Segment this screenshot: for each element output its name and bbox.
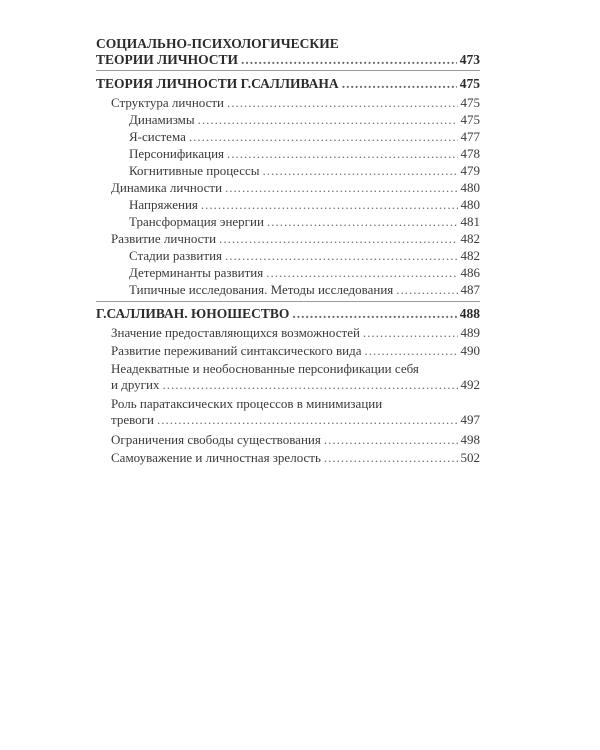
toc-entry[interactable] <box>129 282 480 298</box>
toc-entry-title-line: и других <box>111 377 160 392</box>
toc-entry-title: Значение предоставляющихся возможностей <box>111 325 360 340</box>
dot-leader <box>363 325 458 341</box>
dot-leader <box>342 76 457 92</box>
dot-leader <box>225 180 457 196</box>
dot-leader <box>227 146 457 162</box>
dot-leader <box>225 248 457 264</box>
toc-page-number: 475 <box>459 76 480 91</box>
dot-leader <box>365 343 458 359</box>
toc-entry-title-line: Роль паратаксических процессов в минимизации <box>111 396 383 411</box>
toc-entry[interactable] <box>129 146 480 162</box>
dot-leader <box>292 306 456 322</box>
toc-entry-title: Ограничения свободы существования <box>111 432 321 447</box>
toc-entry[interactable] <box>111 361 480 393</box>
separator-line <box>96 70 480 71</box>
toc-entry[interactable] <box>129 112 480 128</box>
toc-page-number: 480 <box>460 197 480 212</box>
dot-leader <box>324 432 458 448</box>
toc-entry-title: Развитие личности <box>111 231 217 246</box>
toc-heading-title: Г.САЛЛИВАН. ЮНОШЕСТВО <box>96 306 290 321</box>
toc-entry[interactable] <box>129 129 480 145</box>
toc-entry-title-line: Неадекватные и необоснованные персонификации себя <box>111 361 419 376</box>
toc-heading-sullivan-theory[interactable] <box>96 76 480 92</box>
toc-entry[interactable] <box>111 343 480 359</box>
dot-leader <box>263 163 458 179</box>
toc-entry[interactable] <box>111 450 480 466</box>
toc-page-number: 487 <box>460 282 480 297</box>
toc-page-number: 490 <box>460 343 480 358</box>
toc-page-number: 482 <box>460 231 480 246</box>
toc-heading-sullivan-youth[interactable] <box>96 306 480 322</box>
toc-entry-title: Трансформация энергии <box>129 214 264 229</box>
toc-entry[interactable] <box>129 197 480 213</box>
dot-leader <box>267 214 458 230</box>
dot-leader <box>189 129 458 145</box>
dot-leader <box>266 265 457 281</box>
toc-entry[interactable] <box>129 248 480 264</box>
toc-page-number: 489 <box>460 325 480 340</box>
toc-entry-title: Напряжения <box>129 197 198 212</box>
toc-entry[interactable] <box>111 95 480 111</box>
toc-page-number: 488 <box>459 306 480 321</box>
dot-leader <box>201 197 458 213</box>
toc-entry-title: Стадии развития <box>129 248 223 263</box>
toc-entry[interactable] <box>111 180 480 196</box>
toc-entry-title: Динамика личности <box>111 180 223 195</box>
toc-page-number: 475 <box>460 95 480 110</box>
toc-page-number: 502 <box>460 450 480 465</box>
toc-entry-title: Типичные исследования. Методы исследования <box>129 282 394 297</box>
toc-page-number: 480 <box>460 180 480 195</box>
toc-entry[interactable] <box>129 214 480 230</box>
toc-entry-title-line: тревоги <box>111 412 154 427</box>
toc-page-number: 475 <box>460 112 480 127</box>
toc-heading-line: СОЦИАЛЬНО-ПСИХОЛОГИЧЕСКИЕ <box>96 36 339 51</box>
toc-entry[interactable] <box>111 396 480 428</box>
toc-page-number: 497 <box>460 412 480 427</box>
toc-page-number: 482 <box>460 248 480 263</box>
dot-leader <box>241 52 457 68</box>
toc-entry[interactable] <box>111 325 480 341</box>
toc-entry-title: Структура личности <box>111 95 225 110</box>
toc-page-number: 486 <box>460 265 480 280</box>
toc-entry[interactable] <box>111 432 480 448</box>
toc-entry-title: Динамизмы <box>129 112 195 127</box>
toc-entry-title: Персонификация <box>129 146 225 161</box>
toc-heading-line: ТЕОРИИ ЛИЧНОСТИ <box>96 52 239 67</box>
dot-leader <box>198 112 458 128</box>
toc-page-number: 478 <box>460 146 480 161</box>
toc-entry-title: Я-система <box>129 129 186 144</box>
toc-entry[interactable] <box>129 265 480 281</box>
toc-page-number: 481 <box>460 214 480 229</box>
dot-leader <box>157 412 458 428</box>
dot-leader <box>324 450 458 466</box>
dot-leader <box>227 95 457 111</box>
toc-entry-title: Самоуважение и личностная зрелость <box>111 450 321 465</box>
toc-page-number: 498 <box>460 432 480 447</box>
toc-page-number: 479 <box>460 163 480 178</box>
toc-heading-title: ТЕОРИЯ ЛИЧНОСТИ Г.САЛЛИВАНА <box>96 76 339 91</box>
toc-entry[interactable] <box>111 231 480 247</box>
toc-page-number: 473 <box>459 52 480 67</box>
toc-page-number: 477 <box>460 129 480 144</box>
toc-entry-title: Детерминанты развития <box>129 265 264 280</box>
separator-line <box>96 301 480 302</box>
toc-entry-title: Развитие переживаний синтаксического вида <box>111 343 362 358</box>
toc-entry-title: Когнитивные процессы <box>129 163 260 178</box>
toc-heading-socio-psych[interactable] <box>96 36 480 68</box>
toc-entry[interactable] <box>129 163 480 179</box>
dot-leader <box>219 231 457 247</box>
toc-page-number: 492 <box>460 377 480 392</box>
dot-leader <box>162 377 457 393</box>
dot-leader <box>396 282 457 298</box>
